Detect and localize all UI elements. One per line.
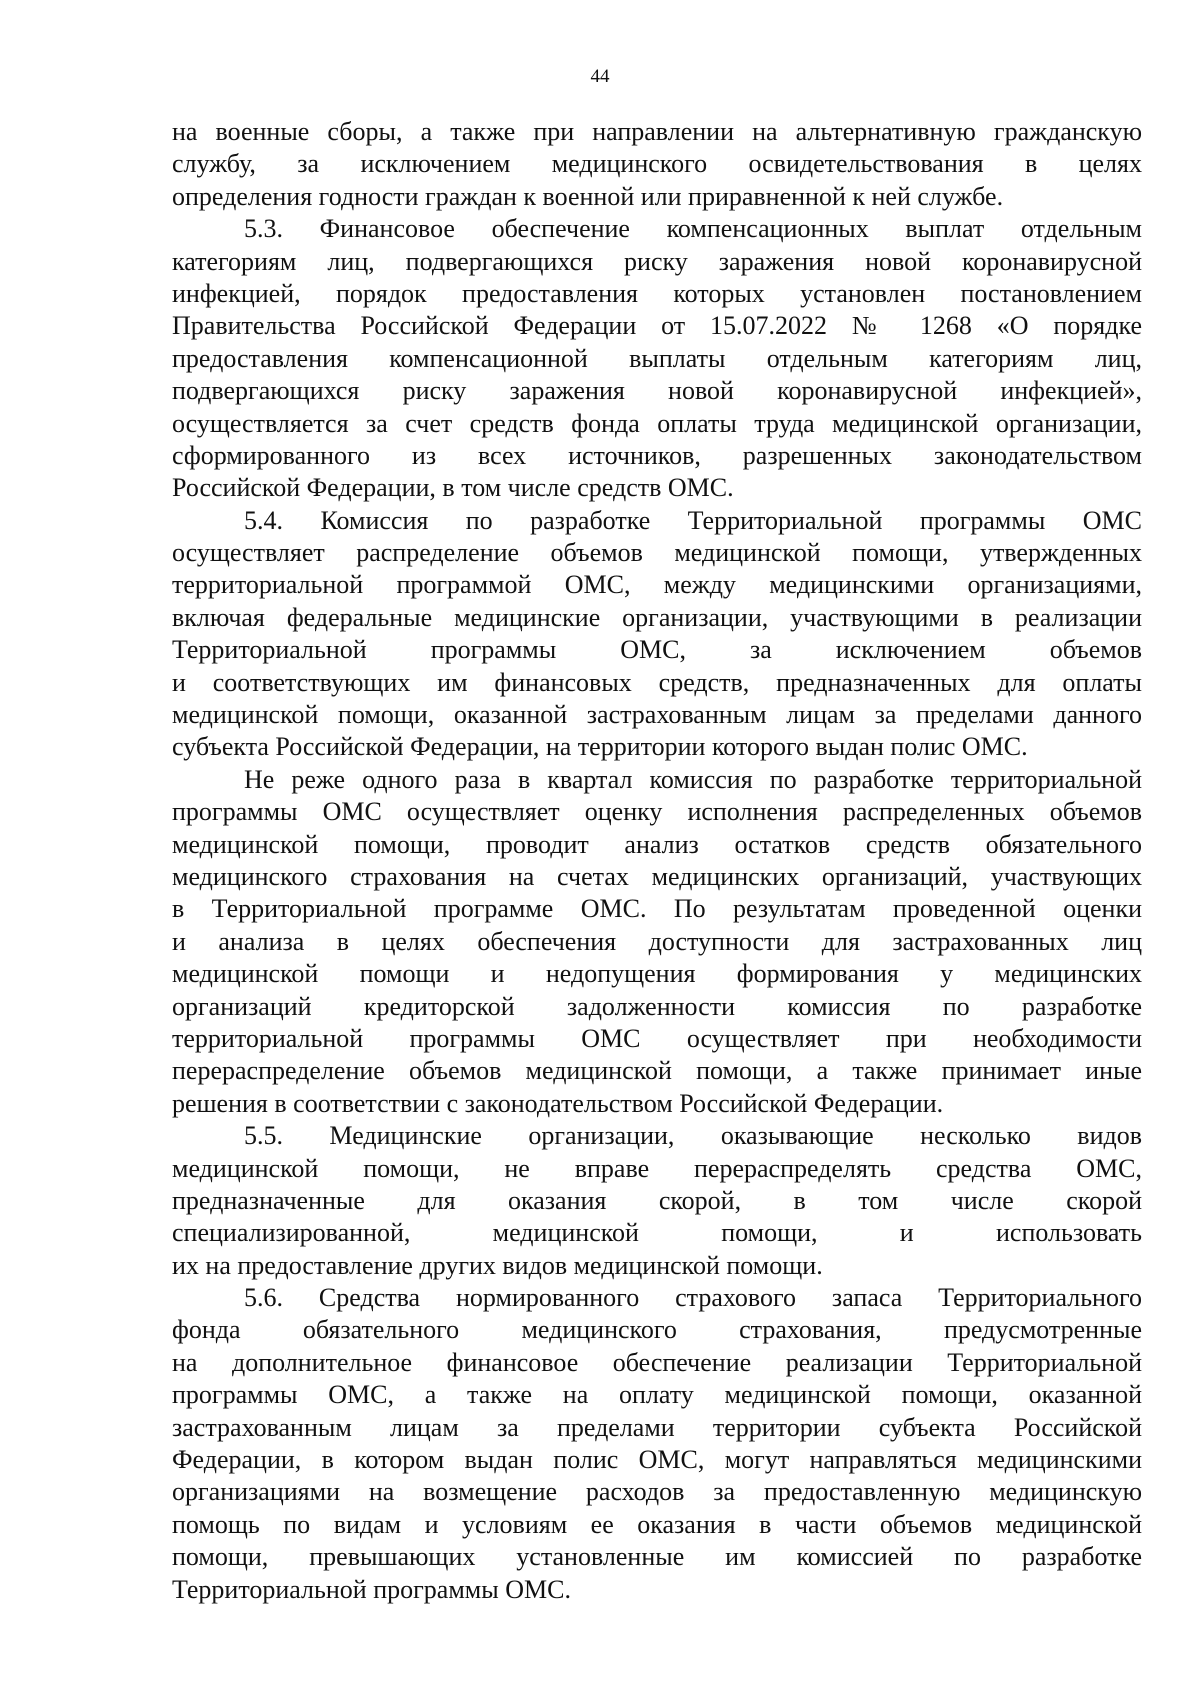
text-line: медицинской помощи, проводит анализ остатков средств обязательного [172, 829, 1142, 859]
text-line: территориальной программой ОМС, между медицинскими организациями, [172, 570, 1142, 600]
text-line: Российской Федерации, в том числе средств ОМС. [172, 473, 734, 503]
text-line: Территориальной программы ОМС, за исключением объемов [172, 635, 1142, 665]
text-line: осуществляется за счет средств фонда оплаты труда медицинской организации, [172, 408, 1142, 438]
text-line: их на предоставление других видов медицинской помощи. [172, 1250, 823, 1280]
text-line: фонда обязательного медицинского страхования, предусмотренные [172, 1315, 1142, 1345]
text-line: 5.3. Финансовое обеспечение компенсационных выплат отдельным [244, 214, 1142, 244]
text-line: 5.4. Комиссия по разработке Территориальной программы ОМС [244, 505, 1142, 535]
text-line: программы ОМС, а также на оплату медицинской помощи, оказанной [172, 1380, 1142, 1410]
text-line: территориальной программы ОМС осуществляет при необходимости [172, 1023, 1142, 1053]
text-line: осуществляет распределение объемов медицинской помощи, утвержденных [172, 538, 1142, 568]
text-line: помощи, превышающих установленные им комиссией по разработке [172, 1542, 1142, 1572]
document-body [172, 116, 1142, 1606]
text-line: застрахованным лицам за пределами территории субъекта Российской [172, 1412, 1142, 1442]
text-line: субъекта Российской Федерации, на территории которого выдан полис ОМС. [172, 732, 1028, 762]
text-line: предназначенные для оказания скорой, в том числе скорой [172, 1185, 1142, 1215]
text-line: специализированной, медицинской помощи, и использовать [172, 1218, 1142, 1248]
text-line: перераспределение объемов медицинской помощи, а также принимает иные [172, 1056, 1142, 1086]
text-line: организаций кредиторской задолженности комиссия по разработке [172, 991, 1142, 1021]
text-line: медицинского страхования на счетах медицинских организаций, участвующих [172, 861, 1142, 891]
text-line: в Территориальной программе ОМС. По результатам проведенной оценки [172, 894, 1142, 924]
text-line: медицинской помощи, оказанной застрахованным лицам за пределами данного [172, 700, 1142, 730]
text-line: включая федеральные медицинские организации, участвующими в реализации [172, 602, 1142, 632]
text-line: на дополнительное финансовое обеспечение реализации Территориальной [172, 1347, 1142, 1377]
text-line: сформированного из всех источников, разрешенных законодательством [172, 440, 1142, 470]
text-line: 5.6. Средства нормированного страхового запаса Территориального [244, 1283, 1142, 1313]
text-line: предоставления компенсационной выплаты отдельным категориям лиц, [172, 343, 1142, 373]
text-line: помощь по видам и условиям ее оказания в части объемов медицинской [172, 1509, 1142, 1539]
text-line: и соответствующих им финансовых средств, предназначенных для оплаты [172, 667, 1142, 697]
text-line: программы ОМС осуществляет оценку исполнения распределенных объемов [172, 797, 1142, 827]
text-line: подвергающихся риску заражения новой коронавирусной инфекцией», [172, 376, 1142, 406]
text-line: определения годности граждан к военной или приравненной к ней службе. [172, 181, 1004, 211]
text-line: решения в соответствии с законодательством Российской Федерации. [172, 1088, 944, 1118]
text-line: 5.5. Медицинские организации, оказывающие несколько видов [244, 1121, 1142, 1151]
page-number: 44 [590, 66, 610, 87]
text-line: Территориальной программы ОМС. [172, 1574, 571, 1604]
text-line: медицинской помощи и недопущения формирования у медицинских [172, 959, 1142, 989]
text-line: организациями на возмещение расходов за предоставленную медицинскую [172, 1477, 1142, 1507]
text-line: медицинской помощи, не вправе перераспределять средства ОМС, [172, 1153, 1142, 1183]
text-line: службу, за исключением медицинского освидетельствования в целях [172, 149, 1142, 179]
text-line: на военные сборы, а также при направлении на альтернативную гражданскую [172, 117, 1142, 146]
text-line: Федерации, в котором выдан полис ОМС, могут направляться медицинскими [172, 1445, 1142, 1475]
text-line: Правительства Российской Федерации от 15.07.2022 № 1268 «О порядке [172, 311, 1142, 341]
text-line: Не реже одного раза в квартал комиссия по разработке территориальной [244, 764, 1142, 794]
text-line: инфекцией, порядок предоставления которых установлен постановлением [172, 278, 1142, 308]
text-line: категориям лиц, подвергающихся риску заражения новой коронавирусной [172, 246, 1142, 276]
text-line: и анализа в целях обеспечения доступности для застрахованных лиц [172, 926, 1142, 956]
